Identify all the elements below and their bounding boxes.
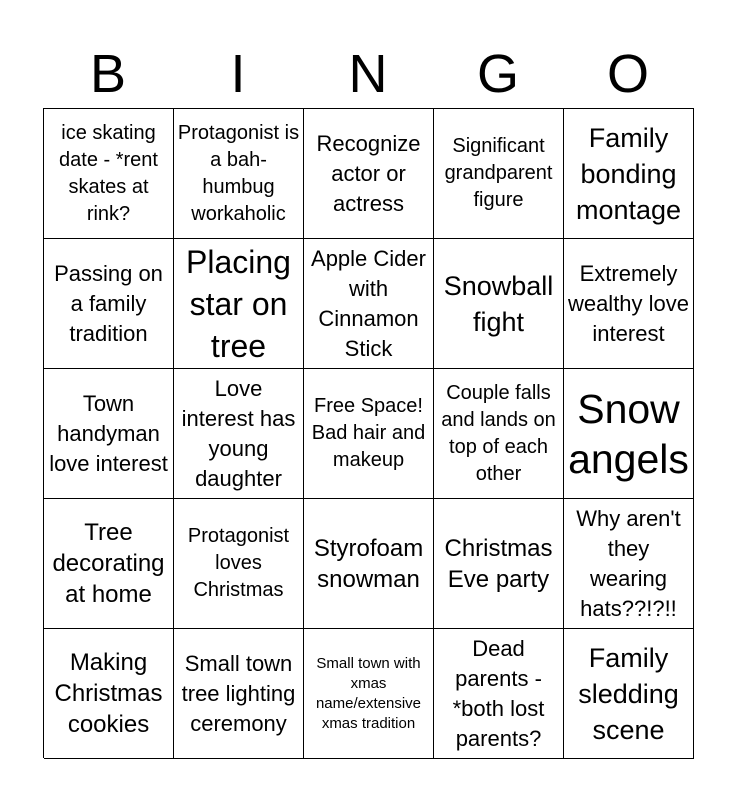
bingo-cell-text: Styrofoam snowman xyxy=(313,534,424,593)
header-letter-n: N xyxy=(348,44,388,104)
bingo-cell-text: Town handyman love interest xyxy=(49,390,168,476)
bingo-cell-text: Family bonding montage xyxy=(575,122,682,225)
bingo-cell[interactable] xyxy=(564,239,694,369)
bingo-cell-text: Snowball fight xyxy=(443,270,554,337)
bingo-cell-text: Christmas Eve party xyxy=(444,534,553,593)
bingo-cell[interactable] xyxy=(304,499,434,629)
bingo-cell[interactable] xyxy=(304,109,434,239)
bingo-cell-text: Tree decorating at home xyxy=(52,519,165,608)
bingo-cell[interactable] xyxy=(174,499,304,629)
bingo-cell[interactable] xyxy=(304,369,434,499)
bingo-cell-text: Significant grandparent figure xyxy=(444,135,553,211)
bingo-cell[interactable] xyxy=(174,239,304,369)
bingo-cell[interactable] xyxy=(304,629,434,759)
bingo-cell[interactable] xyxy=(44,109,174,239)
bingo-board xyxy=(43,108,694,758)
bingo-cell-text: Free Space! Bad hair and makeup xyxy=(311,395,426,471)
bingo-cell-text: Protagonist loves Christmas xyxy=(187,525,290,601)
bingo-cell[interactable] xyxy=(564,369,694,499)
bingo-cell[interactable] xyxy=(434,499,564,629)
bingo-cell-text: Making Christmas cookies xyxy=(54,649,163,738)
bingo-cell[interactable] xyxy=(434,109,564,239)
bingo-cell-text: Protagonist is a bah-humbug workaholic xyxy=(177,121,300,225)
bingo-cell-text: Dead parents - *both lost parents? xyxy=(452,635,545,751)
bingo-cell-text: Placing star on tree xyxy=(186,243,291,364)
header-letter-o: O xyxy=(606,44,649,104)
bingo-cell[interactable] xyxy=(434,629,564,759)
bingo-header xyxy=(43,40,693,108)
bingo-cell[interactable] xyxy=(564,629,694,759)
header-letter-i: I xyxy=(230,44,246,104)
bingo-cell[interactable] xyxy=(174,109,304,239)
bingo-cell-text: Snow angels xyxy=(568,385,689,482)
bingo-cell-text: Small town with xmas name/extensive xmas tradition xyxy=(315,654,422,732)
bingo-cell-text: Extremely wealthy love interest xyxy=(567,260,690,346)
bingo-cell[interactable] xyxy=(434,239,564,369)
bingo-cell[interactable] xyxy=(174,629,304,759)
bingo-cell[interactable] xyxy=(44,499,174,629)
bingo-cell[interactable] xyxy=(44,239,174,369)
bingo-cell-text: ice skating date - *rent skates at rink? xyxy=(59,121,158,225)
bingo-cell-text: Apple Cider with Cinnamon Stick xyxy=(311,245,426,361)
bingo-cell[interactable] xyxy=(304,239,434,369)
header-letter-b: B xyxy=(89,44,127,104)
bingo-cell-text: Love interest has young daughter xyxy=(181,375,296,491)
bingo-cell[interactable] xyxy=(564,499,694,629)
bingo-cell-text: Recognize actor or actress xyxy=(316,130,421,216)
bingo-cell-text: Passing on a family tradition xyxy=(54,260,163,346)
bingo-cell[interactable] xyxy=(44,369,174,499)
bingo-cell[interactable] xyxy=(564,109,694,239)
header-letter-g: G xyxy=(476,44,519,104)
bingo-cell-text: Family sledding scene xyxy=(578,642,679,745)
bingo-cell[interactable] xyxy=(434,369,564,499)
bingo-cell[interactable] xyxy=(174,369,304,499)
bingo-cell[interactable] xyxy=(44,629,174,759)
bingo-cell-text: Small town tree lighting ceremony xyxy=(181,650,296,736)
bingo-cell-text: Why aren't they wearing hats??!?!! xyxy=(576,505,681,621)
bingo-cell-text: Couple falls and lands on top of each other xyxy=(441,381,556,485)
